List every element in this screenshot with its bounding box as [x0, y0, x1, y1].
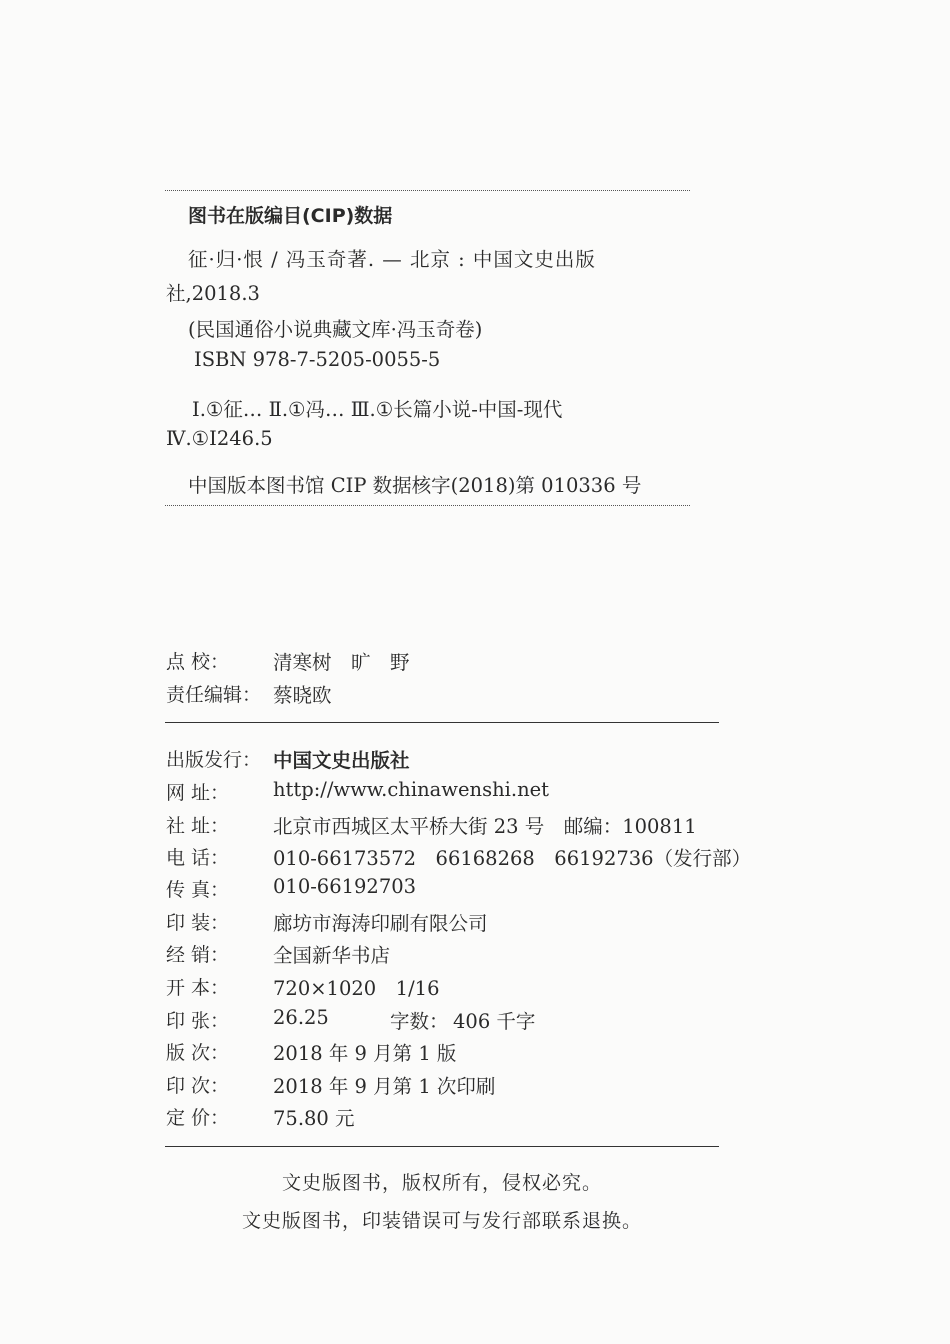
top-rule	[165, 722, 719, 723]
bottom-rule	[165, 1146, 719, 1147]
price-value: 75.80 元	[273, 1107, 355, 1130]
publisher-value: 中国文史出版社	[273, 749, 410, 772]
proofread-value: 清寒树 旷 野	[273, 651, 410, 674]
format-value: 720×1020 1/16	[273, 977, 440, 1000]
cip-top-divider	[165, 190, 690, 191]
cip-series: (民国通俗小说典藏文库·冯玉奇卷)	[188, 318, 483, 341]
editor-value: 蔡晓欧	[273, 684, 332, 707]
returns-notice: 文史版图书，印装错误可与发行部联系退换。	[241, 1210, 642, 1232]
address-label: 社 址：	[166, 815, 230, 837]
website-value: http://www.chinawenshi.net	[273, 778, 550, 801]
editor-label-text: 责任编辑：	[166, 684, 262, 706]
wordcount-value: 406 千字	[453, 1010, 536, 1033]
cip-classification-2: Ⅳ.①I246.5	[166, 427, 273, 450]
address-value: 北京市西城区太平桥大街 23 号 邮编：100811	[273, 815, 697, 838]
format-label: 开 本：	[166, 977, 230, 999]
phone-value: 010-66173572 66168268 66192736（发行部）	[273, 847, 752, 870]
printing-value: 2018 年 9 月第 1 次印刷	[273, 1075, 496, 1098]
sheets-value: 26.25	[273, 1006, 329, 1029]
cip-classification-1: Ⅰ.①征… Ⅱ.①冯… Ⅲ.①长篇小说-中国-现代	[192, 398, 563, 421]
cip-bottom-divider	[165, 505, 690, 506]
edition-value: 2018 年 9 月第 1 版	[273, 1042, 457, 1065]
distributor-value: 全国新华书店	[273, 944, 391, 967]
cip-title-line-cont: 社,2018.3	[166, 282, 260, 305]
price-label: 定 价：	[166, 1107, 230, 1129]
proofread-label-text: 点 校：	[166, 651, 230, 673]
cip-title-line: 征·归·恨 / 冯玉奇著. — 北京 : 中国文史出版	[188, 248, 596, 271]
cip-isbn: ISBN 978-7-5205-0055-5	[194, 348, 441, 371]
printer-value: 廊坊市海涛印刷有限公司	[273, 912, 488, 935]
phone-label: 电 话：	[166, 847, 230, 869]
fax-label: 传 真：	[166, 879, 230, 901]
sheets-label: 印 张：	[166, 1010, 230, 1032]
printing-label: 印 次：	[166, 1075, 230, 1097]
website-label: 网 址：	[166, 782, 230, 804]
distributor-label: 经 销：	[166, 944, 230, 966]
copyright-notice: 文史版图书，版权所有，侵权必究。	[281, 1172, 602, 1194]
printer-label: 印 装：	[166, 912, 230, 934]
publisher-label: 出版发行：	[166, 749, 262, 771]
fax-value: 010-66192703	[273, 875, 417, 898]
wordcount-label: 字数：	[390, 1010, 449, 1033]
cip-number: 中国版本图书馆 CIP 数据核字(2018)第 010336 号	[188, 474, 642, 497]
edition-label: 版 次：	[166, 1042, 230, 1064]
cip-heading: 图书在版编目(CIP)数据	[188, 205, 393, 227]
